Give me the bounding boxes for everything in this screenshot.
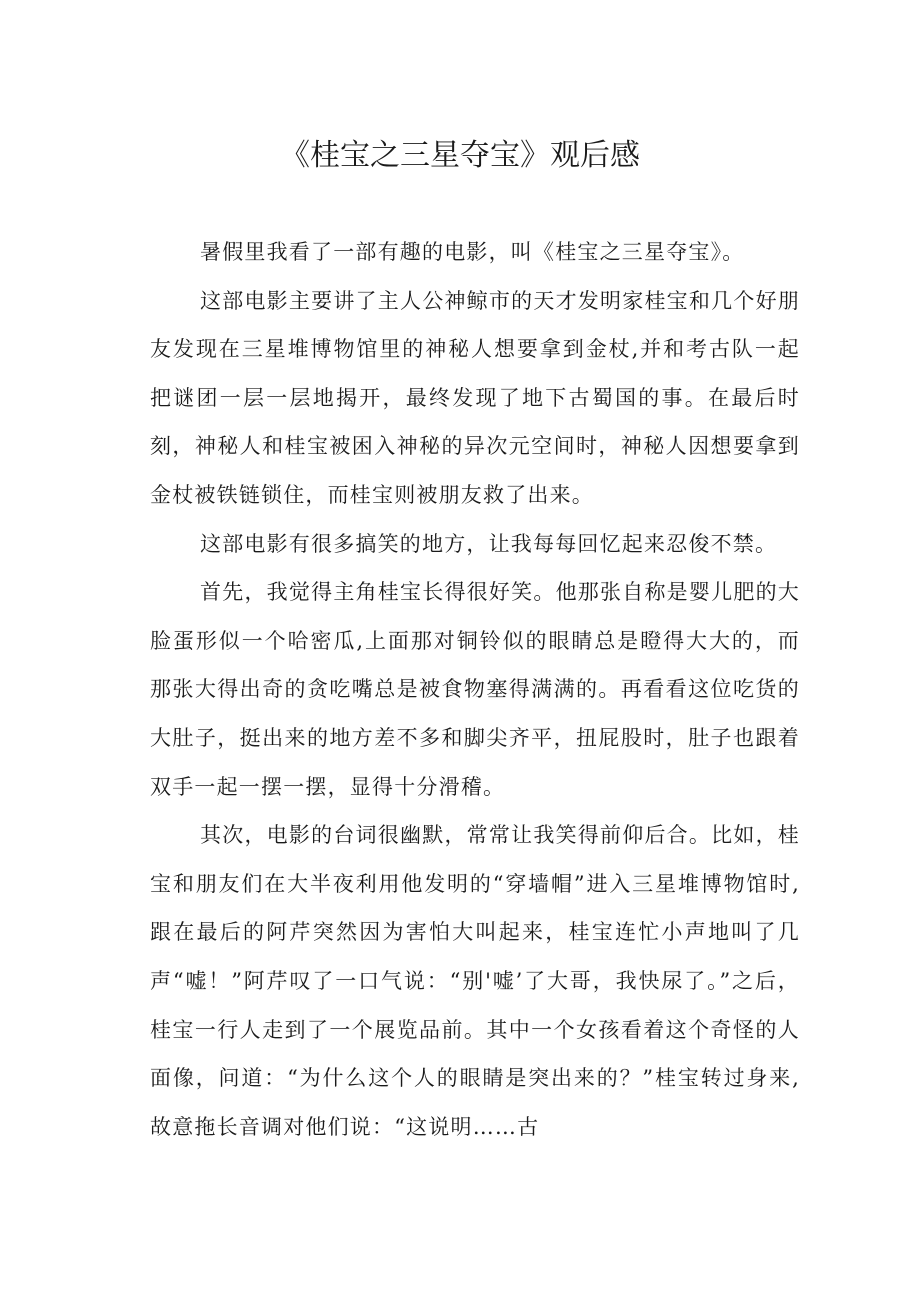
- paragraph: 首先，我觉得主角桂宝长得很好笑。他那张自称是婴儿肥的大脸蛋形似一个哈密瓜,上面那对铜铃似的眼睛总是瞪得大大的，而那张大得出奇的贪吃嘴总是被食物塞得满满的。再看看这位吃货的大肚子，挺出来的地方差不多和脚尖齐平，扭屁股时，肚子也跟着双手一起一摆一摆，显得十分滑稽。: [150, 580, 800, 799]
- paragraph: 这部电影主要讲了主人公神鲸市的天才发明家桂宝和几个好朋友发现在三星堆博物馆里的神秘人想要拿到金杖,并和考古队一起把谜团一层一层地揭开，最终发现了地下古蜀国的事。在最后时刻，神秘人和桂宝被困入神秘的异次元空间时，神秘人因想要拿到金杖被铁链锁住，而桂宝则被朋友救了出来。: [150, 288, 800, 507]
- paragraph: 这部电影有很多搞笑的地方，让我每每回忆起来忍俊不禁。: [200, 531, 778, 556]
- document-body: [150, 228, 800, 1151]
- paragraph: 暑假里我看了一部有趣的电影，叫《桂宝之三星夺宝》。: [200, 240, 745, 264]
- document-title: 《桂宝之三星夺宝》观后感: [280, 138, 640, 173]
- paragraph: 其次，电影的台词很幽默，常常让我笑得前仰后合。比如，桂宝和朋友们在大半夜利用他发明的“穿墙帽”进入三星堆博物馆时,跟在最后的阿芹突然因为害怕大叫起来，桂宝连忙小声地叫了几声“嘘！”阿芹叹了一口气说：“别'嘘’了大哥，我快尿了。”之后，桂宝一行人走到了一个展览品前。其中一个女孩看着这个奇怪的人面像，问道：“为什么这个人的眼睛是突出来的？”桂宝转过身来,故意拖长音调对他们说：“这说明……古: [150, 823, 800, 1139]
